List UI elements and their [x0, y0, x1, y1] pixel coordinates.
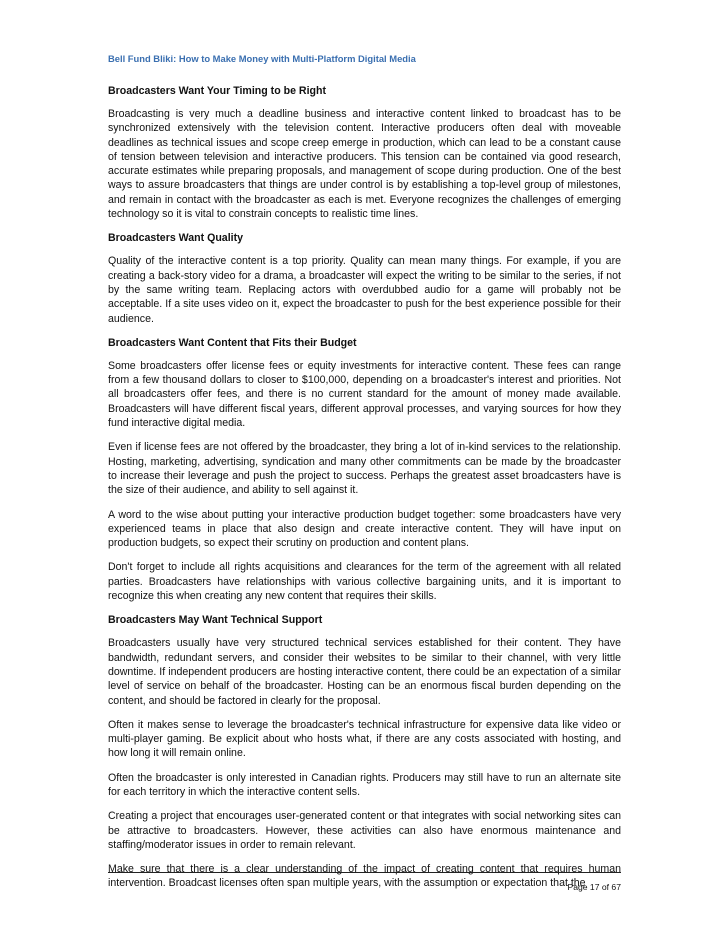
paragraph: Make sure that there is a clear understanding of the impact of creating content that requires human intervention. Broadcast licenses often span multiple years, with the assumption or expectation that the: [108, 863, 621, 890]
paragraph: A word to the wise about putting your interactive production budget together: some broadcasters have very experienced teams in place that also design and create interactive content. They will have input on production budgets, so expect their scrutiny on production and content plans.: [108, 508, 621, 550]
section-heading: Broadcasters Want Your Timing to be Right: [108, 85, 326, 97]
document-page: [108, 0, 621, 942]
section-budget: [108, 336, 621, 603]
paragraph: Broadcasters usually have very structured technical services established for their content. They have bandwidth, redundant servers, and consider their websites to be similar to their channel, with very little downtime. If independent producers are hosting interactive content, there could be an expectation of a similar level of service on behalf of the broadcaster. Hosting can be an enormous fiscal burden depending on the content, and should be factored in clearly for the proposal.: [108, 637, 621, 707]
page-content: [108, 84, 621, 901]
section-timing: [108, 84, 621, 221]
section-technical-support: [108, 613, 621, 890]
paragraph: Even if license fees are not offered by the broadcaster, they bring a lot of in-kind services to the relationship. Hosting, marketing, advertising, syndication and many other commitments can be made by the broadcaster to increase their leverage and push the project to success. Perhaps the greatest asset broadcasters have is the size of their audience, and ability to sell against it.: [108, 441, 621, 497]
section-quality: [108, 231, 621, 325]
section-heading: Broadcasters Want Content that Fits their Budget: [108, 336, 357, 349]
paragraph: Creating a project that encourages user-generated content or that integrates with social networking sites can be attractive to broadcasters. However, these activities can also have enormous maintenance and staffing/moderator issues in order to remain relevant.: [108, 810, 621, 851]
paragraph: Don't forget to include all rights acquisitions and clearances for the term of the agreement with all related parties. Broadcasters have relationships with various collective bargaining units, and it is important to recognize this when creating any new content that requires their skills.: [108, 561, 621, 603]
paragraph: Broadcasting is very much a deadline business and interactive content linked to broadcast has to be synchronized extensively with the television content. Interactive producers often deal with moveable deadlines as technical issues and scope creep emerge in production, which can lead to be a constant cause of tension between television and interactive producers. This tension can be contained via good research, accurate estimates while preparing proposals, and management of scope during production. One of the best ways to assure broadcasters that things are under control is by establishing a top-level group of milestones, and remain in contact with the broadcaster as each is met. Everyone recognizes the challenges of emerging technology so it is vital to constrain concepts to realistic time lines.: [108, 108, 621, 221]
paragraph: Often it makes sense to leverage the broadcaster's technical infrastructure for expensive data like video or multi-player gaming. Be explicit about who hosts what, if there are any costs associated with hosting, and how long it will remain online.: [108, 718, 621, 760]
running-header: Bell Fund Bliki: How to Make Money with Multi-Platform Digital Media: [108, 53, 416, 64]
footer-divider: [108, 872, 621, 873]
paragraph: Often the broadcaster is only interested in Canadian rights. Producers may still have to run an alternate site for each territory in which the interactive content sells.: [108, 771, 621, 798]
page-number: Page 17 of 67: [567, 882, 621, 892]
section-heading: Broadcasters Want Quality: [108, 232, 244, 245]
paragraph: Quality of the interactive content is a top priority. Quality can mean many things. For example, if you are creating a back-story video for a drama, a broadcaster will expect the writing to be similar to the series, if not by the same writing team. Replacing actors with overdubbed audio for a game will probably not be acceptable. If a site uses video on it, expect the broadcaster to push for the best experience possible for their audience.: [108, 255, 621, 325]
section-heading: Broadcasters May Want Technical Support: [108, 614, 323, 627]
paragraph: Some broadcasters offer license fees or equity investments for interactive content. These fees can range from a few thousand dollars to closer to $100,000, depending on a broadcaster's interest and priorities. Not all broadcasters offer fees, and there is no current standard for the amount of money made available. Broadcasters will have different fiscal years, different approval processes, and varying sources for how they fund interactive digital media.: [108, 359, 621, 430]
